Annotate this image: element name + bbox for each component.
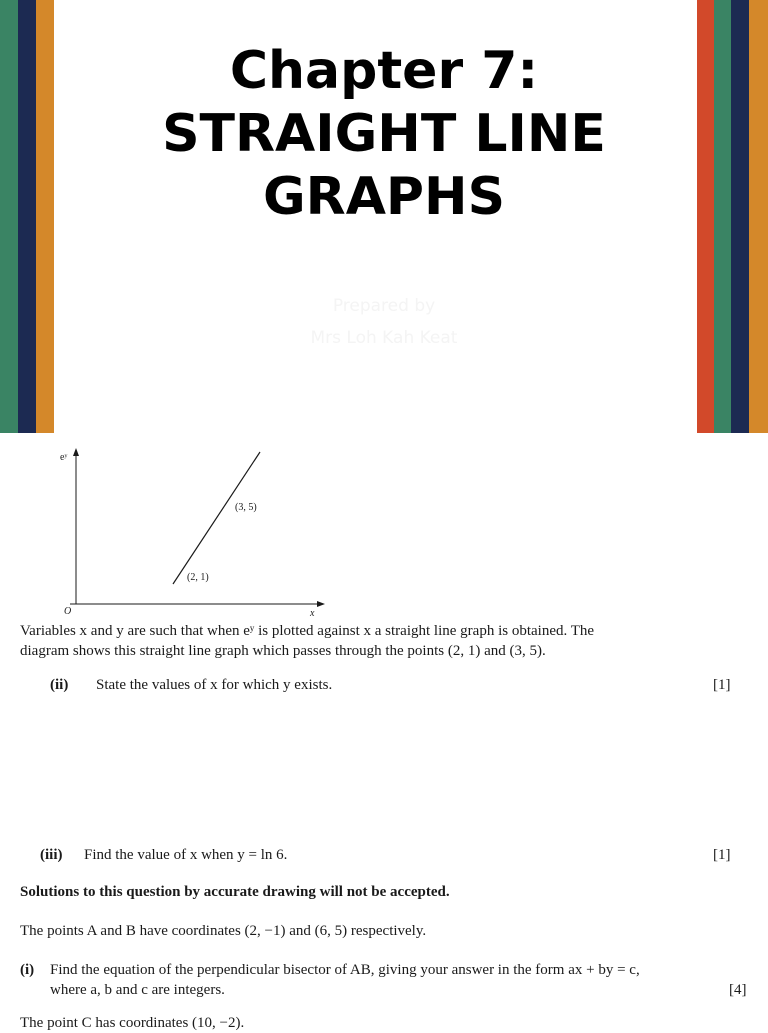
qi-text [50, 960, 762, 1000]
left-stripe-navy [18, 0, 36, 433]
left-stripe-green [0, 0, 18, 433]
question-intro-line-2: diagram shows this straight line graph which passes through the points (2, 1) and (3, 5). [20, 643, 546, 659]
origin-label: O [64, 606, 72, 617]
point-label-upper: (3, 5) [235, 502, 257, 513]
straight-line-graph [0, 440, 340, 630]
q3-text: Find the value of x when y = ln 6. [84, 847, 288, 863]
q3-number: (iii) [40, 847, 63, 863]
q2-number: (ii) [50, 677, 69, 693]
q2-marks: [1] [713, 677, 731, 693]
qi-marks: [4] [729, 982, 747, 998]
y-axis-arrow [73, 448, 79, 456]
accurate-drawing-note: Solutions to this question by accurate drawing will not be accepted. [20, 884, 450, 900]
qi-number: (i) [20, 962, 35, 978]
y-axis-label: eʸ [60, 452, 68, 463]
point-c-text: The point C has coordinates (10, −2). [20, 1015, 245, 1031]
faint-subtitle-line-1: Prepared by [332, 296, 436, 316]
right-stripe-red [697, 0, 714, 433]
qi-line-2: where a, b and c are integers. [50, 982, 225, 998]
q3-marks: [1] [713, 847, 731, 863]
right-stripe-navy [731, 0, 749, 433]
q2-text: State the values of x for which y exists. [96, 677, 333, 693]
title-line-2: STRAIGHT LINE [162, 104, 606, 164]
question-intro [20, 621, 760, 661]
right-stripe-green [714, 0, 731, 433]
right-stripe-orange [749, 0, 768, 433]
qi-line-1: Find the equation of the perpendicular bisector of AB, giving your answer in the form ax + by = c, [50, 962, 640, 978]
x-axis-arrow [317, 601, 325, 607]
x-axis-label: x [310, 608, 315, 619]
points-ab-text: The points A and B have coordinates (2, −1) and (6, 5) respectively. [20, 923, 427, 939]
faint-subtitle-line-2: Mrs Loh Kah Keat [310, 328, 458, 348]
title-line-3: GRAPHS [262, 167, 506, 227]
data-line [173, 452, 260, 584]
slide-title [100, 40, 668, 229]
point-label-lower: (2, 1) [187, 572, 209, 583]
question-intro-line-1: Variables x and y are such that when eʸ is plotted against x a straight line graph is obtained. The [20, 623, 595, 639]
title-line-1: Chapter 7: [229, 41, 539, 101]
left-stripe-orange [36, 0, 54, 433]
